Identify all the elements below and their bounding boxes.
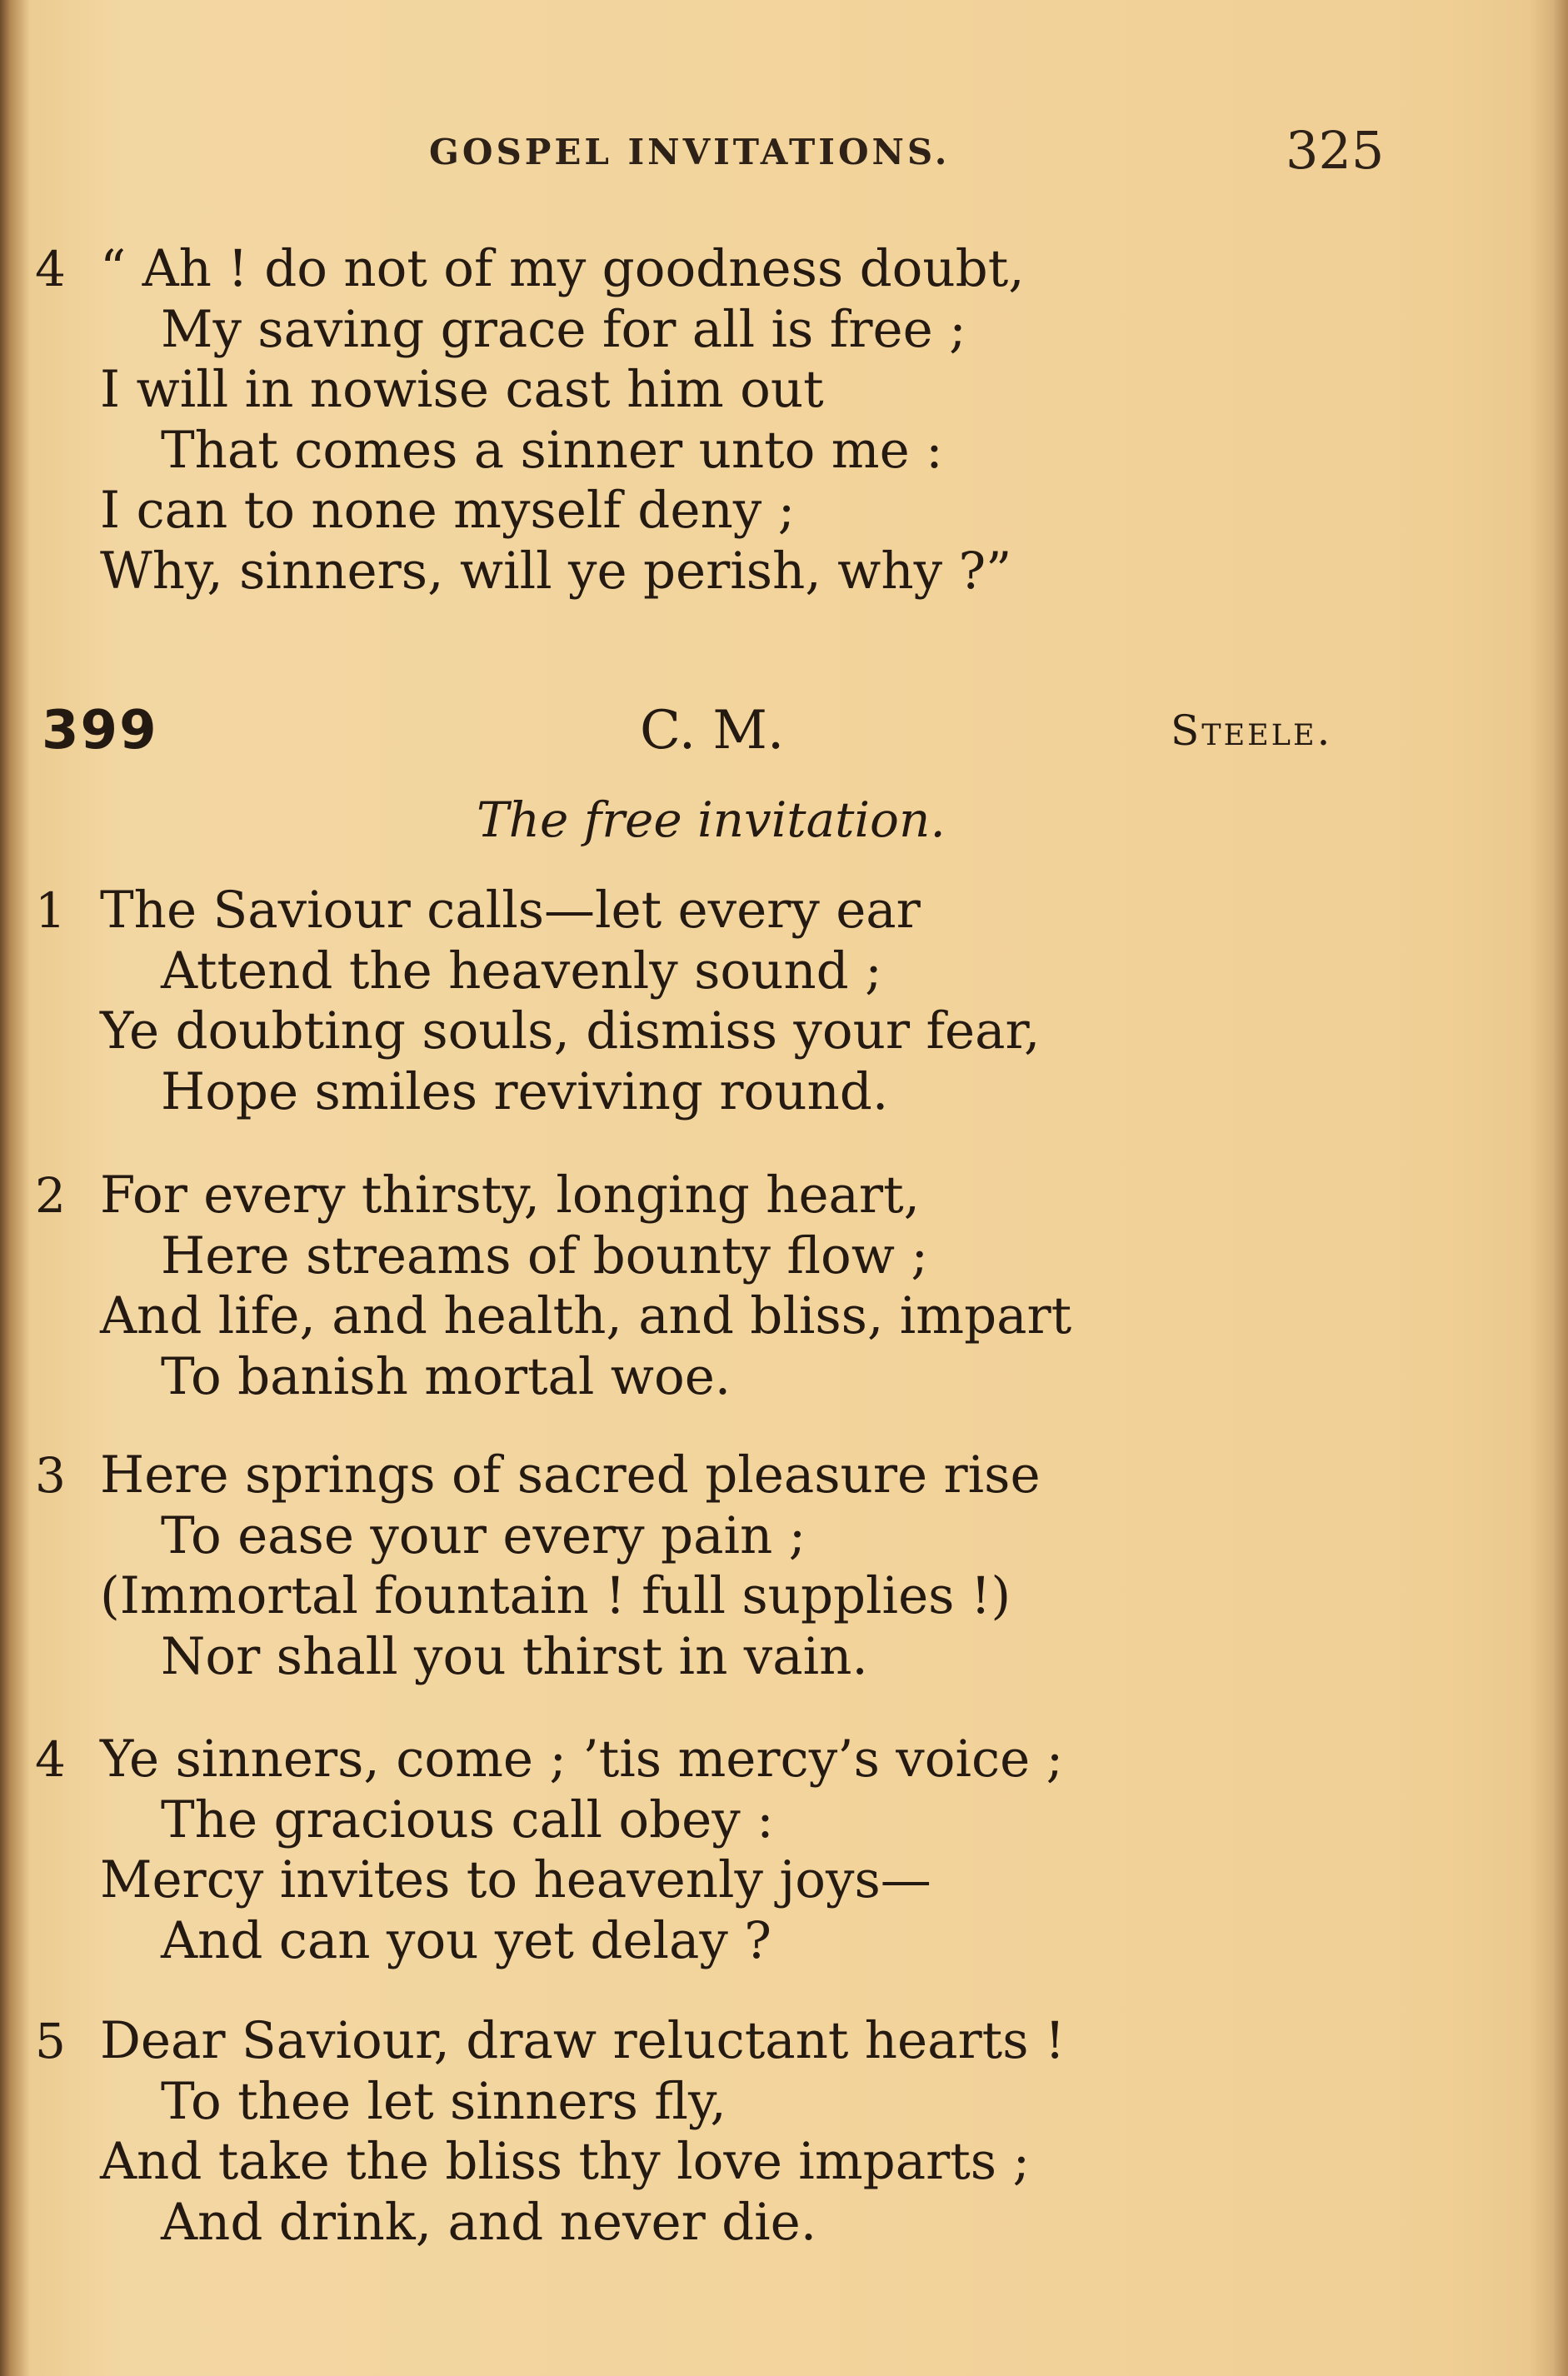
stanza-3 — [0, 1445, 1568, 1687]
verse-line — [0, 1850, 1568, 1911]
previous-hymn-stanza — [0, 239, 1568, 601]
stanza-number: 3 — [35, 1447, 66, 1504]
verse-text: Here springs of sacred pleasure rise — [100, 1445, 1041, 1505]
verse-line — [0, 881, 1568, 941]
verse-line — [0, 1506, 1568, 1567]
verse-line — [0, 1001, 1568, 1062]
verse-text: Attend the heavenly sound ; — [161, 941, 882, 1001]
verse-text: To thee let sinners fly, — [161, 2071, 727, 2131]
verse-line — [0, 481, 1568, 542]
verse-text: My saving grace for all is free ; — [161, 299, 966, 359]
stanza-1 — [0, 881, 1568, 1122]
hymn-author: Steele. — [1171, 706, 1333, 755]
verse-text: Mercy invites to heavenly joys— — [100, 1850, 931, 1909]
verse-text: The Saviour calls—let every ear — [100, 881, 921, 940]
verse-text: For every thirsty, longing heart, — [100, 1166, 920, 1225]
verse-text: (Immortal fountain ! full supplies !) — [100, 1566, 1011, 1625]
verse-text: Why, sinners, will ye perish, why ?” — [100, 541, 1012, 601]
verse-line — [0, 1445, 1568, 1506]
verse-line — [0, 1286, 1568, 1347]
verse-line — [0, 300, 1568, 361]
stanza-number: 1 — [35, 882, 66, 939]
verse-text: Hope smiles reviving round. — [161, 1061, 889, 1121]
stanza-2 — [0, 1166, 1568, 1407]
verse-text: To ease your every pain ; — [161, 1505, 806, 1565]
verse-line — [0, 1566, 1568, 1627]
verse-line — [0, 2011, 1568, 2072]
verse-line — [0, 239, 1568, 300]
hymn-number: 399 — [42, 700, 158, 761]
verse-line — [0, 421, 1568, 482]
verse-line — [0, 1627, 1568, 1688]
verse-text: And can you yet delay ? — [161, 1910, 772, 1970]
verse-line — [0, 1790, 1568, 1851]
verse-line — [0, 2193, 1568, 2254]
verse-line — [0, 1911, 1568, 1972]
verse-line — [0, 1226, 1568, 1287]
verse-text: And drink, and never die. — [161, 2192, 817, 2252]
verse-text: Ye doubting souls, dismiss your fear, — [100, 1001, 1041, 1061]
stanza-4 — [0, 1730, 1568, 1971]
verse-text: That comes a sinner unto me : — [161, 420, 943, 480]
verse-line — [0, 1062, 1568, 1123]
hymn-title: The free invitation. — [477, 791, 946, 848]
verse-text: Dear Saviour, draw reluctant hearts ! — [100, 2011, 1066, 2070]
verse-text: To banish mortal woe. — [161, 1346, 732, 1406]
page-header — [0, 117, 1568, 183]
stanza-number: 5 — [35, 2013, 66, 2069]
hymn-heading — [0, 700, 1568, 775]
verse-text: Nor shall you thirst in vain. — [161, 1626, 868, 1686]
verse-line — [0, 542, 1568, 602]
stanza-number: 4 — [35, 241, 66, 297]
verse-text: The gracious call obey : — [161, 1789, 774, 1849]
stanza-number: 4 — [35, 1731, 66, 1788]
verse-text: I will in nowise cast him out — [100, 360, 824, 419]
verse-text: Ye sinners, come ; ’tis mercy’s voice ; — [100, 1730, 1064, 1789]
verse-line — [0, 360, 1568, 421]
verse-line — [0, 1730, 1568, 1790]
verse-line — [0, 2072, 1568, 2133]
verse-text: I can to none myself deny ; — [100, 481, 796, 540]
running-head: GOSPEL INVITATIONS. — [429, 132, 951, 172]
verse-text: And life, and health, and bliss, impart — [100, 1286, 1072, 1345]
verse-line — [0, 1166, 1568, 1226]
verse-text: “ Ah ! do not of my goodness doubt, — [100, 239, 1025, 298]
stanza-5 — [0, 2011, 1568, 2253]
verse-text: Here streams of bounty flow ; — [161, 1225, 928, 1285]
page-number: 325 — [1286, 120, 1385, 181]
stanza-number: 2 — [35, 1167, 66, 1224]
verse-text: And take the bliss thy love imparts ; — [100, 2132, 1030, 2191]
verse-line — [0, 2132, 1568, 2193]
verse-line — [0, 1347, 1568, 1408]
verse-line — [0, 941, 1568, 1002]
hymn-meter: C. M. — [640, 700, 785, 761]
